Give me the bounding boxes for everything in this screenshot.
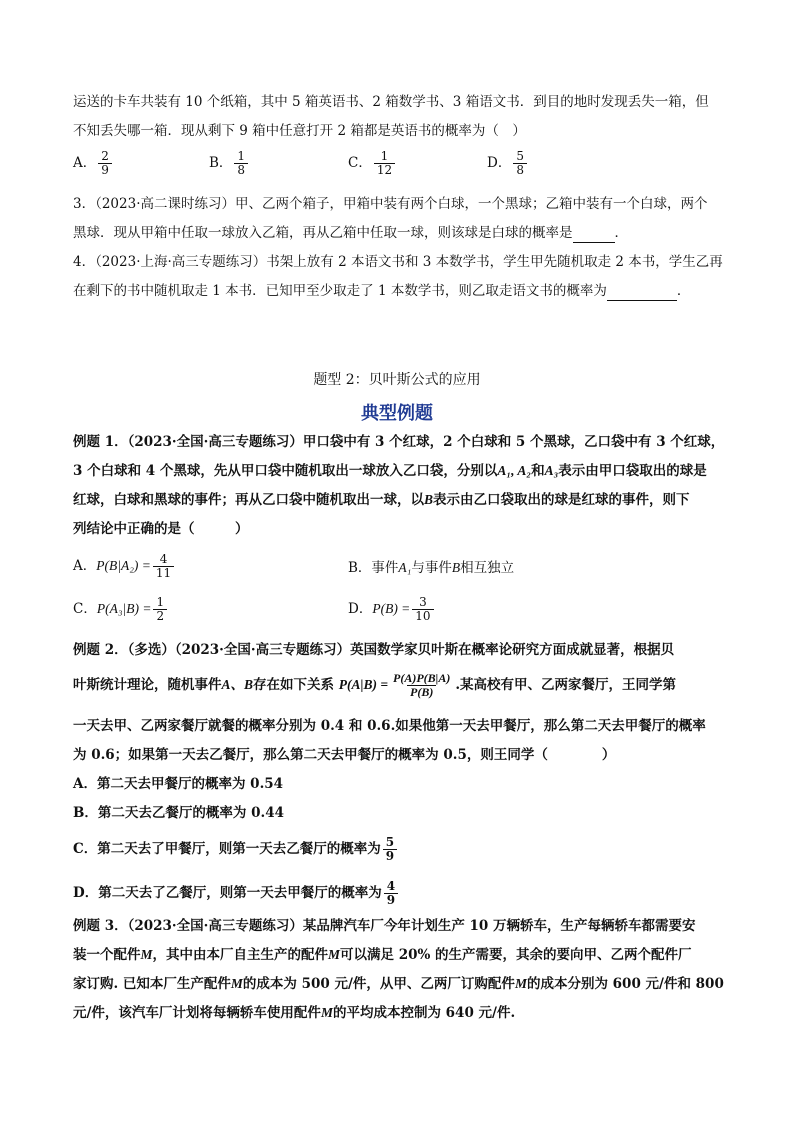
ex2-line-2: 叶斯统计理论，随机事件A、B存在如下关系 P(A|B) = $\frac{P(A)P(B|A)}{P(B)}$ .某高校有甲、乙两家餐厅，王同学第 [73,671,677,699]
ex2-option-b[interactable]: B．第二天去乙餐厅的概率为 0.44 [73,805,284,821]
ex3-line-1: 例题 3．（2023·全国·高三专题练习）某品牌汽车厂今年计划生产 10 万辆轿车，生产每辆轿车都需要安 [73,918,696,934]
ex1-option-d[interactable]: D．P(B) = $\frac{3}{10}$ [348,596,436,623]
q2-option-a[interactable] [73,150,114,177]
fraction: $\frac{2}{9}$ [98,150,112,177]
ex2-line-4: 为 0.6；如果第一天去乙餐厅，那么第二天去甲餐厅的概率为 0.5，则王同学（ ） [73,747,616,763]
option-label: B． [209,155,233,171]
fraction: $\frac{1}{2}$ [153,596,167,623]
q3-line-1: 3．（2023·高二课时练习）甲、乙两个箱子，甲箱中装有两个白球，一个黑球；乙箱中装有一个白球，两个 [73,196,708,212]
q2-option-b[interactable] [209,150,250,177]
fraction: $\frac{5}{9}$ [383,836,397,863]
q2-option-d[interactable] [487,150,529,177]
section-example-title: 典型例题 [361,403,433,424]
q2-line-1: 运送的卡车共装有 10 个纸箱，其中 5 箱英语书、2 箱数学书、3 箱语文书．到目的地时发现丢失一箱，但 [73,94,709,110]
section-type-title: 题型 2：贝叶斯公式的应用 [313,372,481,388]
q2-line-2: 不知丢失哪一箱．现从剩下 9 箱中任意打开 2 箱都是英语书的概率为（ ） [73,123,526,139]
ex2-option-c[interactable]: C．第二天去了甲餐厅，则第一天去乙餐厅的概率为 $\frac{5}{9}$ [73,836,399,863]
ex3-line-4: 元/件，该汽车厂计划将每辆轿车使用配件M的平均成本控制为 640 元/件. [73,1005,516,1021]
ex3-line-2: 装一个配件M，其中由本厂自主生产的配件M可以满足 20% 的生产需要，其余的要向甲、乙两个配件厂 [73,947,692,963]
option-label: D． [487,155,512,171]
fraction: $\frac{5}{8}$ [513,150,527,177]
ex1-line-4: 列结论中正确的是（ ） [73,521,249,537]
ex2-line-1: 例题 2．（多选）（2023·全国·高三专题练习）英国数学家贝叶斯在概率论研究方面成就显著，根据贝 [73,642,675,658]
fraction: $\frac{1}{12}$ [374,150,395,177]
ex1-option-b[interactable]: B．事件A₁与事件B相互独立 [348,560,515,576]
option-label: C． [348,155,372,171]
q4-line-1: 4．（2023·上海·高三专题练习）书架上放有 2 本语文书和 3 本数学书，学生甲先随机取走 2 本书，学生乙再 [73,254,723,270]
ex1-option-c[interactable]: C．P(A₃|B) = $\frac{1}{2}$ [73,596,169,623]
ex2-option-d[interactable]: D．第二天去了乙餐厅，则第一天去甲餐厅的概率为 $\frac{4}{9}$ [73,880,400,907]
fraction: $\frac{1}{8}$ [234,150,248,177]
ex3-line-3: 家订购. 已知本厂生产配件M的成本为 500 元/件，从甲、乙两厂订购配件M的成本分别为 600 元/件和 800 [73,976,724,992]
ex2-option-a[interactable]: A．第二天去甲餐厅的概率为 0.54 [73,776,284,792]
answer-blank[interactable] [607,286,677,301]
q2-option-c[interactable] [348,150,397,177]
bayes-formula-lhs: P(A|B) = [338,677,389,692]
q4-line-2: 在剩下的书中随机取走 1 本书．已知甲至少取走了 1 本数学书，则乙取走语文书的概率为 ． [73,283,691,299]
bayes-formula-fraction: $\frac{P(A)P(B|A)}{P(B)}$ [393,671,451,699]
ex1-line-1: 例题 1．（2023·全国·高三专题练习）甲口袋中有 3 个红球，2 个白球和 5 个黑球，乙口袋中有 3 个红球， [73,434,725,450]
option-label: A． [73,155,97,171]
ex2-line-3: 一天去甲、乙两家餐厅就餐的概率分别为 0.4 和 0.6.如果他第一天去甲餐厅，那么第二天去甲餐厅的概率 [73,718,706,734]
q3-line-2: 黑球．现从甲箱中任取一球放入乙箱，再从乙箱中任取一球，则该球是白球的概率是 ． [73,225,628,241]
ex1-line-3: 红球，白球和黑球的事件；再从乙口袋中随机取出一球，以B表示由乙口袋取出的球是红球的事件，则下 [73,492,690,508]
answer-blank[interactable] [573,228,615,243]
fraction: $\frac{4}{11}$ [153,553,174,580]
fraction: $\frac{4}{9}$ [384,880,398,907]
ex1-line-2: 3 个白球和 4 个黑球，先从甲口袋中随机取出一球放入乙口袋，分别以A₁, A₂和A₃表示由甲口袋取出的球是 [73,463,707,479]
ex1-option-a[interactable]: A．P(B|A₂) = $\frac{4}{11}$ [73,553,176,580]
fraction: $\frac{3}{10}$ [412,596,433,623]
